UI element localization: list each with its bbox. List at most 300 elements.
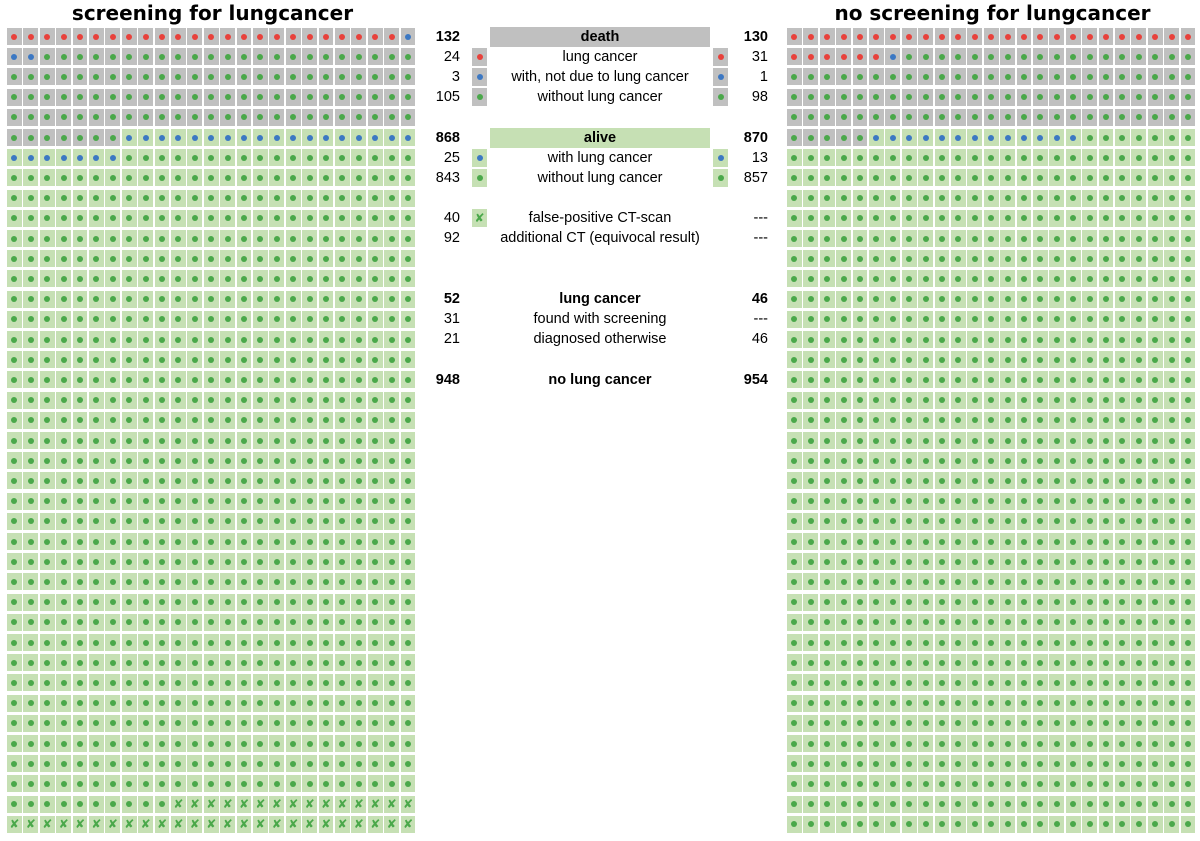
dot-icon xyxy=(225,498,231,504)
dot-icon xyxy=(77,337,83,343)
dot-icon xyxy=(405,498,411,504)
screening-waffle-cell-alive xyxy=(40,432,55,449)
screening-waffle-cell-alive xyxy=(351,695,366,712)
screening-waffle-cell-death xyxy=(171,28,186,45)
dot-icon xyxy=(208,640,214,646)
screening-waffle-cell-alive xyxy=(155,412,170,429)
screening-waffle-cell-alive xyxy=(351,432,366,449)
dot-icon xyxy=(923,114,929,120)
dot-icon xyxy=(1136,478,1142,484)
dot-icon xyxy=(192,114,198,120)
dot-icon xyxy=(955,458,961,464)
dot-icon xyxy=(175,215,181,221)
no-screening-waffle-cell-alive xyxy=(1099,250,1114,267)
screening-waffle-cell-alive xyxy=(286,210,301,227)
dot-icon xyxy=(290,417,296,423)
no-screening-waffle-cell-alive xyxy=(836,331,851,348)
screening-waffle-cell-alive xyxy=(122,796,137,813)
no-screening-waffle-cell-alive xyxy=(885,331,900,348)
dot-icon xyxy=(159,599,165,605)
no-screening-waffle-cell-alive xyxy=(853,270,868,287)
screening-waffle-cell-alive xyxy=(40,775,55,792)
death-with-count-no-screening: 1 xyxy=(759,69,768,85)
screening-waffle-cell-alive xyxy=(220,816,235,833)
no-screening-waffle-cell-alive xyxy=(967,210,982,227)
no-screening-waffle-cell-alive xyxy=(1099,634,1114,651)
no-screening-waffle-cell-death xyxy=(967,48,982,65)
dot-icon xyxy=(906,256,912,262)
dot-icon xyxy=(1070,640,1076,646)
dot-icon xyxy=(274,599,280,605)
dot-icon xyxy=(841,599,847,605)
dot-icon xyxy=(824,236,830,242)
screening-waffle-cell-death xyxy=(89,48,104,65)
dot-icon xyxy=(824,357,830,363)
screening-waffle-cell-alive xyxy=(138,190,153,207)
no-screening-waffle-cell-alive xyxy=(967,371,982,388)
dot-icon xyxy=(356,215,362,221)
dot-icon xyxy=(159,741,165,747)
dot-icon xyxy=(955,720,961,726)
dot-icon xyxy=(1169,135,1175,141)
no-screening-waffle-cell-alive xyxy=(1033,452,1048,469)
dot-icon xyxy=(290,559,296,565)
screening-waffle-cell-alive xyxy=(335,311,350,328)
no-screening-waffle-cell-alive xyxy=(1049,533,1064,550)
screening-waffle-cell-alive xyxy=(401,735,416,752)
no-screening-waffle-cell-death xyxy=(803,28,818,45)
dot-icon xyxy=(1185,559,1191,565)
dot-icon xyxy=(873,619,879,625)
dot-icon xyxy=(1152,316,1158,322)
dot-icon xyxy=(1152,215,1158,221)
screening-waffle-cell-death xyxy=(302,68,317,85)
dot-icon xyxy=(257,579,263,585)
screening-waffle-cell-alive xyxy=(40,371,55,388)
dot-icon xyxy=(93,195,99,201)
screening-waffle-cell-alive xyxy=(401,594,416,611)
screening-waffle-cell-alive xyxy=(204,573,219,590)
no-screening-waffle-cell-alive xyxy=(820,210,835,227)
screening-waffle-cell-death xyxy=(351,109,366,126)
dot-icon xyxy=(1005,155,1011,161)
dot-icon xyxy=(1070,680,1076,686)
dot-icon xyxy=(389,135,395,141)
screening-waffle-cell-death xyxy=(7,48,22,65)
no-screening-waffle-cell-alive xyxy=(1000,230,1015,247)
no-screening-waffle-cell-alive xyxy=(1164,573,1179,590)
screening-waffle-cell-alive xyxy=(368,493,383,510)
dot-icon xyxy=(1087,357,1093,363)
dot-icon xyxy=(175,417,181,423)
dot-icon xyxy=(939,377,945,383)
screening-waffle-cell-alive xyxy=(105,715,120,732)
cross-icon: ✘ xyxy=(140,816,151,831)
no-screening-waffle-cell-alive xyxy=(853,735,868,752)
screening-waffle-cell-alive xyxy=(319,775,334,792)
screening-waffle-cell-alive xyxy=(204,250,219,267)
dot-icon xyxy=(808,761,814,767)
no-screening-waffle-cell-alive xyxy=(885,412,900,429)
dot-icon xyxy=(923,256,929,262)
dot-icon xyxy=(323,74,329,80)
no-screening-waffle-cell-alive xyxy=(1017,392,1032,409)
dot-icon xyxy=(389,640,395,646)
dot-icon xyxy=(1037,195,1043,201)
no-screening-waffle-cell-alive xyxy=(1115,291,1130,308)
dot-icon xyxy=(241,256,247,262)
dot-icon xyxy=(339,397,345,403)
dot-icon xyxy=(192,296,198,302)
dot-icon xyxy=(1119,377,1125,383)
no-screening-waffle-cell-alive xyxy=(869,250,884,267)
screening-waffle-cell-alive xyxy=(171,533,186,550)
no-screening-waffle-cell-alive xyxy=(1115,432,1130,449)
alive-without-label: without lung cancer xyxy=(537,170,663,186)
no-screening-waffle-cell-alive xyxy=(1000,634,1015,651)
no-screening-waffle-cell-alive xyxy=(820,513,835,530)
dot-icon xyxy=(28,559,34,565)
dot-icon xyxy=(208,559,214,565)
screening-waffle-cell-alive xyxy=(319,695,334,712)
dot-icon xyxy=(126,579,132,585)
dot-icon xyxy=(290,518,296,524)
screening-waffle-cell-alive xyxy=(368,331,383,348)
dot-icon xyxy=(1152,34,1158,40)
dot-icon xyxy=(1136,54,1142,60)
dot-icon xyxy=(110,579,116,585)
screening-waffle-cell-alive xyxy=(319,230,334,247)
no-screening-waffle-cell-death xyxy=(1131,28,1146,45)
no-screening-waffle-cell-alive xyxy=(967,250,982,267)
dot-icon xyxy=(225,458,231,464)
no-screening-waffle-cell-alive xyxy=(1181,149,1196,166)
dot-icon xyxy=(389,155,395,161)
screening-waffle-cell-alive xyxy=(384,674,399,691)
dot-icon xyxy=(143,660,149,666)
dot-icon xyxy=(93,741,99,747)
screening-waffle-cell-alive xyxy=(105,371,120,388)
dot-icon xyxy=(988,94,994,100)
dot-icon xyxy=(923,74,929,80)
screening-waffle-cell-alive xyxy=(319,432,334,449)
no-screening-waffle-cell-alive xyxy=(1082,210,1097,227)
dot-icon xyxy=(372,417,378,423)
screening-waffle-cell-alive xyxy=(286,270,301,287)
dot-icon xyxy=(824,74,830,80)
screening-waffle-cell-alive xyxy=(105,513,120,530)
dot-icon xyxy=(77,539,83,545)
no-screening-waffle-cell-alive xyxy=(853,755,868,772)
screening-waffle-cell-alive xyxy=(155,735,170,752)
no-screening-waffle-cell-alive xyxy=(935,513,950,530)
dot-icon xyxy=(1169,74,1175,80)
dot-icon xyxy=(1005,114,1011,120)
dot-icon xyxy=(110,680,116,686)
dot-icon xyxy=(28,276,34,282)
screening-waffle-cell-alive xyxy=(302,210,317,227)
dot-icon xyxy=(175,276,181,282)
no-screening-waffle-cell-alive xyxy=(820,634,835,651)
no-screening-waffle-cell-alive xyxy=(1049,129,1064,146)
screening-waffle-cell-alive xyxy=(384,816,399,833)
dot-icon xyxy=(192,357,198,363)
dot-icon xyxy=(972,377,978,383)
dot-icon xyxy=(28,175,34,181)
dot-icon xyxy=(923,54,929,60)
screening-waffle-cell-death xyxy=(237,48,252,65)
no-screening-waffle-cell-alive xyxy=(1082,392,1097,409)
dot-icon xyxy=(1136,195,1142,201)
screening-waffle-cell-alive xyxy=(237,392,252,409)
no-screening-waffle-cell-alive xyxy=(935,210,950,227)
no-screening-waffle-cell-alive xyxy=(1115,149,1130,166)
dot-icon xyxy=(1169,316,1175,322)
dot-icon xyxy=(192,599,198,605)
dot-icon xyxy=(1070,438,1076,444)
screening-waffle-cell-death xyxy=(335,68,350,85)
screening-waffle-cell-alive xyxy=(23,230,38,247)
no-screening-waffle-cell-death xyxy=(1099,89,1114,106)
screening-waffle-cell-alive xyxy=(237,250,252,267)
dot-icon xyxy=(323,458,329,464)
screening-waffle-cell-death xyxy=(73,109,88,126)
no-screening-waffle-cell-death xyxy=(1164,28,1179,45)
dot-icon xyxy=(61,195,67,201)
dot-icon xyxy=(906,34,912,40)
dot-icon xyxy=(192,195,198,201)
dot-icon xyxy=(824,337,830,343)
screening-waffle-cell-alive xyxy=(155,553,170,570)
dot-icon xyxy=(857,135,863,141)
dot-icon xyxy=(890,518,896,524)
no-screening-waffle-cell-death xyxy=(869,68,884,85)
no-screening-waffle-cell-alive xyxy=(1164,533,1179,550)
dot-icon xyxy=(1103,700,1109,706)
screening-waffle-cell-alive xyxy=(23,755,38,772)
dot-icon xyxy=(1070,539,1076,545)
screening-waffle-cell-alive xyxy=(122,371,137,388)
no-screening-waffle-cell-alive xyxy=(902,614,917,631)
no-screening-waffle-cell-alive xyxy=(869,190,884,207)
dot-icon xyxy=(1021,135,1027,141)
screening-waffle-cell-alive xyxy=(204,493,219,510)
screening-waffle-cell-alive xyxy=(89,250,104,267)
dot-icon xyxy=(1070,236,1076,242)
screening-waffle-cell-death xyxy=(187,89,202,106)
dot-icon xyxy=(1021,498,1027,504)
dot-icon xyxy=(143,155,149,161)
dot-icon xyxy=(923,155,929,161)
screening-waffle-cell-alive xyxy=(138,412,153,429)
dot-icon xyxy=(988,54,994,60)
dot-icon xyxy=(890,539,896,545)
no-screening-waffle-cell-alive xyxy=(853,250,868,267)
found-screening-count-no-screening: --- xyxy=(753,311,768,327)
dot-icon xyxy=(906,377,912,383)
no-screening-waffle-cell-alive xyxy=(951,452,966,469)
dot-icon xyxy=(1169,801,1175,807)
dot-icon xyxy=(939,559,945,565)
screening-waffle-cell-death xyxy=(89,109,104,126)
no-screening-waffle-cell-alive xyxy=(1164,654,1179,671)
screening-waffle-cell-death xyxy=(138,68,153,85)
screening-waffle-cell-alive xyxy=(23,169,38,186)
no-screening-waffle-cell-alive xyxy=(902,371,917,388)
dot-icon xyxy=(890,478,896,484)
no-screening-waffle-cell-alive xyxy=(803,149,818,166)
dot-icon xyxy=(77,781,83,787)
dot-icon xyxy=(110,720,116,726)
dot-icon xyxy=(808,54,814,60)
screening-waffle-cell-alive xyxy=(351,775,366,792)
no-screening-waffle-cell-alive xyxy=(787,674,802,691)
dot-icon xyxy=(290,34,296,40)
dot-icon xyxy=(841,478,847,484)
dot-icon xyxy=(159,114,165,120)
dot-icon xyxy=(1070,458,1076,464)
screening-waffle-cell-alive xyxy=(89,190,104,207)
dot-icon xyxy=(890,195,896,201)
dot-icon xyxy=(923,337,929,343)
screening-waffle-cell-alive xyxy=(302,392,317,409)
screening-waffle-cell-alive xyxy=(171,432,186,449)
dot-icon xyxy=(208,256,214,262)
screening-waffle-cell-alive xyxy=(384,210,399,227)
screening-waffle-cell-alive xyxy=(204,270,219,287)
screening-waffle-cell-alive xyxy=(138,270,153,287)
screening-waffle-cell-alive xyxy=(319,674,334,691)
no-screening-waffle-cell-alive xyxy=(869,210,884,227)
dot-icon xyxy=(988,316,994,322)
no-screening-waffle-cell-alive xyxy=(820,452,835,469)
screening-waffle-cell-alive xyxy=(351,250,366,267)
dot-icon xyxy=(1152,175,1158,181)
dot-icon xyxy=(1119,256,1125,262)
screening-waffle-cell-alive xyxy=(335,129,350,146)
dot-icon xyxy=(890,397,896,403)
screening-waffle-cell-alive xyxy=(56,270,71,287)
screening-waffle-cell-alive xyxy=(155,311,170,328)
screening-waffle-cell-alive xyxy=(105,210,120,227)
dot-icon xyxy=(11,276,17,282)
dot-icon xyxy=(372,175,378,181)
screening-waffle-cell-alive xyxy=(269,331,284,348)
no-screening-waffle-cell-alive xyxy=(951,614,966,631)
dot-icon xyxy=(159,761,165,767)
dot-icon xyxy=(873,438,879,444)
dot-icon xyxy=(339,700,345,706)
dot-icon xyxy=(1136,438,1142,444)
no-screening-waffle-cell-alive xyxy=(1148,432,1163,449)
no-screening-waffle-cell-alive xyxy=(1131,695,1146,712)
no-screening-waffle-cell-alive xyxy=(1148,230,1163,247)
no-screening-waffle-cell-alive xyxy=(1033,493,1048,510)
no-screening-waffle-cell-alive xyxy=(787,614,802,631)
no-screening-waffle-cell-alive xyxy=(803,634,818,651)
dot-icon xyxy=(939,417,945,423)
no-screening-waffle-cell-alive xyxy=(885,735,900,752)
no-screening-waffle-cell-death xyxy=(1181,68,1196,85)
no-screening-waffle-cell-death xyxy=(918,68,933,85)
screening-waffle-cell-death xyxy=(7,129,22,146)
no-screening-waffle-cell-alive xyxy=(836,412,851,429)
screening-waffle-cell-alive xyxy=(269,291,284,308)
cross-icon: ✘ xyxy=(386,816,397,831)
dot-icon xyxy=(955,357,961,363)
no-screening-waffle-cell-alive xyxy=(902,169,917,186)
dot-icon xyxy=(1070,559,1076,565)
no-screening-waffle-cell-death xyxy=(820,28,835,45)
screening-waffle-cell-death xyxy=(204,48,219,65)
screening-waffle-cell-death xyxy=(335,109,350,126)
dot-icon xyxy=(857,296,863,302)
screening-waffle-cell-alive xyxy=(237,371,252,388)
no-screening-waffle-cell-alive xyxy=(885,634,900,651)
dot-icon xyxy=(159,215,165,221)
dot-icon xyxy=(955,256,961,262)
no-screening-waffle-cell-alive xyxy=(967,351,982,368)
dot-icon xyxy=(356,539,362,545)
dot-icon xyxy=(955,498,961,504)
no-screening-waffle-cell-alive xyxy=(1033,210,1048,227)
no-screening-waffle-cell-alive xyxy=(787,553,802,570)
no-screening-waffle-cell-death xyxy=(836,89,851,106)
dot-icon xyxy=(11,397,17,403)
dot-icon xyxy=(857,539,863,545)
screening-waffle-cell-alive xyxy=(73,149,88,166)
dot-icon xyxy=(241,175,247,181)
dot-icon xyxy=(372,619,378,625)
screening-waffle-cell-alive xyxy=(319,715,334,732)
dot-icon xyxy=(906,54,912,60)
screening-waffle-cell-alive xyxy=(56,775,71,792)
dot-icon xyxy=(1136,518,1142,524)
dot-icon xyxy=(159,94,165,100)
screening-waffle-cell-alive xyxy=(56,654,71,671)
screening-waffle-cell-death xyxy=(237,68,252,85)
dot-icon xyxy=(307,377,313,383)
no-screening-waffle-cell-death xyxy=(935,68,950,85)
dot-icon xyxy=(1005,236,1011,242)
dot-icon xyxy=(988,660,994,666)
dot-icon xyxy=(1152,741,1158,747)
dot-icon xyxy=(1005,215,1011,221)
screening-waffle-cell-alive xyxy=(23,796,38,813)
dot-icon xyxy=(93,155,99,161)
dot-icon xyxy=(175,458,181,464)
no-screening-waffle-cell-alive xyxy=(1033,129,1048,146)
no-screening-waffle-cell-alive xyxy=(1066,230,1081,247)
dot-icon xyxy=(225,640,231,646)
dot-icon xyxy=(955,215,961,221)
dot-icon xyxy=(1103,599,1109,605)
dot-icon xyxy=(972,397,978,403)
no-screening-waffle-cell-alive xyxy=(1148,210,1163,227)
dot-icon xyxy=(44,720,50,726)
no-screening-waffle-cell-alive xyxy=(1148,190,1163,207)
dot-icon xyxy=(126,94,132,100)
dot-icon xyxy=(988,518,994,524)
dot-icon xyxy=(389,458,395,464)
dot-icon xyxy=(339,175,345,181)
dot-icon xyxy=(323,619,329,625)
screening-waffle-cell-alive xyxy=(40,533,55,550)
dot-icon xyxy=(323,256,329,262)
dot-icon xyxy=(1005,357,1011,363)
screening-waffle-cell-alive xyxy=(220,755,235,772)
screening-waffle-cell-alive xyxy=(220,493,235,510)
